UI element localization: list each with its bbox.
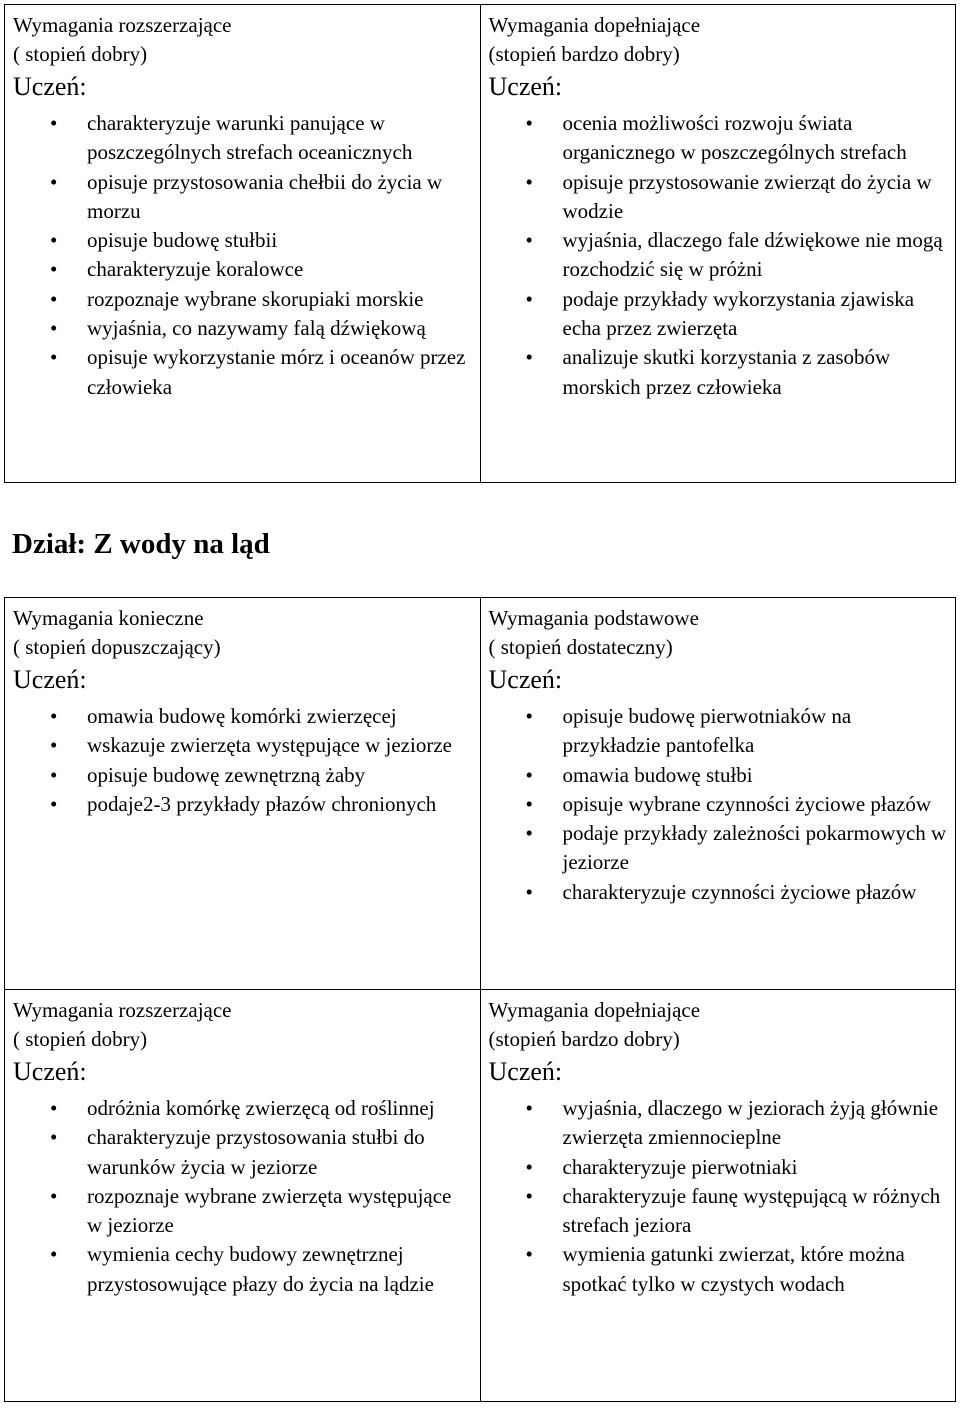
student-label: Uczeń: — [13, 665, 87, 694]
requirement-list — [489, 109, 948, 402]
list-item: • odróżnia komórkę zwierzęcą od roślinnej — [13, 1094, 472, 1123]
requirements-table-bottom — [4, 597, 956, 1402]
list-item: • opisuje wykorzystanie mórz i oceanów przez człowieka — [13, 343, 472, 402]
list-item: • charakteryzuje pierwotniaki — [489, 1153, 948, 1182]
student-label: Uczeń: — [13, 1057, 87, 1086]
list-item: • omawia budowę stułbi — [489, 761, 948, 790]
cell-title: Wymagania podstawowe — [488, 606, 699, 630]
list-item: • opisuje budowę pierwotniaków na przykładzie pantofelka — [489, 702, 948, 761]
cell-subtitle: (stopień bardzo dobry) — [488, 1027, 680, 1051]
student-label: Uczeń: — [488, 1057, 563, 1086]
list-item: • opisuje przystosowania chełbii do życia w morzu — [13, 168, 472, 227]
table-row — [5, 990, 956, 1402]
list-item: • wyjaśnia, dlaczego w jeziorach żyją głównie zwierzęta zmiennocieplne — [489, 1094, 948, 1153]
cell-basic-requirements — [480, 598, 956, 990]
list-item: • rozpoznaje wybrane zwierzęta występujące w jeziorze — [13, 1182, 472, 1241]
list-item: • omawia budowę komórki zwierzęcej — [13, 702, 472, 731]
list-item: • podaje2-3 przykłady płazów chronionych — [13, 790, 472, 819]
list-item: • charakteryzuje koralowce — [13, 255, 472, 284]
list-item: • wymienia cechy budowy zewnętrznej przystosowujące płazy do życia na lądzie — [13, 1240, 472, 1299]
list-item: • podaje przykłady zależności pokarmowych w jeziorze — [489, 819, 948, 878]
cell-subtitle: ( stopień dostateczny) — [488, 635, 673, 659]
requirements-table-top — [4, 4, 956, 483]
cell-title: Wymagania rozszerzające — [13, 998, 232, 1022]
student-label: Uczeń: — [488, 72, 563, 101]
cell-subtitle: ( stopień dobry) — [13, 1027, 148, 1051]
list-item: • charakteryzuje czynności życiowe płazów — [489, 878, 948, 907]
cell-complementary-requirements — [480, 990, 956, 1402]
list-item: • podaje przykłady wykorzystania zjawiska echa przez zwierzęta — [489, 285, 948, 344]
cell-complementary-requirements — [480, 5, 956, 483]
list-item: • opisuje budowę zewnętrzną żaby — [13, 761, 472, 790]
list-item: • opisuje przystosowanie zwierząt do życia w wodzie — [489, 168, 948, 227]
requirement-list — [13, 1094, 472, 1299]
table-row — [5, 5, 956, 483]
list-item: • ocenia możliwości rozwoju świata organicznego w poszczególnych strefach — [489, 109, 948, 168]
requirement-list — [489, 1094, 948, 1299]
cell-subtitle: (stopień bardzo dobry) — [488, 42, 680, 66]
cell-subtitle: ( stopień dopuszczający) — [13, 635, 221, 659]
cell-title: Wymagania rozszerzające — [13, 13, 232, 37]
cell-extended-requirements — [5, 5, 481, 483]
list-item: • charakteryzuje faunę występującą w różnych strefach jeziora — [489, 1182, 948, 1241]
cell-title: Wymagania dopełniające — [488, 13, 701, 37]
list-item: • wskazuje zwierzęta występujące w jeziorze — [13, 731, 472, 760]
requirement-list — [13, 109, 472, 402]
cell-title: Wymagania konieczne — [13, 606, 204, 630]
cell-extended-requirements — [5, 990, 481, 1402]
list-item: • charakteryzuje warunki panujące w poszczególnych strefach oceanicznych — [13, 109, 472, 168]
student-label: Uczeń: — [13, 72, 87, 101]
list-item: • analizuje skutki korzystania z zasobów morskich przez człowieka — [489, 343, 948, 402]
cell-subtitle: ( stopień dobry) — [13, 42, 148, 66]
list-item: • charakteryzuje przystosowania stułbi do warunków życia w jeziorze — [13, 1123, 472, 1182]
list-item: • opisuje wybrane czynności życiowe płazów — [489, 790, 948, 819]
list-item: • rozpoznaje wybrane skorupiaki morskie — [13, 285, 472, 314]
section-heading: Dział: Z wody na ląd — [12, 528, 270, 560]
student-label: Uczeń: — [488, 665, 563, 694]
cell-necessary-requirements — [5, 598, 481, 990]
requirement-list — [489, 702, 948, 907]
list-item: • wyjaśnia, dlaczego fale dźwiękowe nie mogą rozchodzić się w próżni — [489, 226, 948, 285]
list-item: • wyjaśnia, co nazywamy falą dźwiękową — [13, 314, 472, 343]
list-item: • wymienia gatunki zwierzat, które można spotkać tylko w czystych wodach — [489, 1240, 948, 1299]
list-item: • opisuje budowę stułbii — [13, 226, 472, 255]
table-row — [5, 598, 956, 990]
cell-title: Wymagania dopełniające — [488, 998, 701, 1022]
requirement-list — [13, 702, 472, 819]
